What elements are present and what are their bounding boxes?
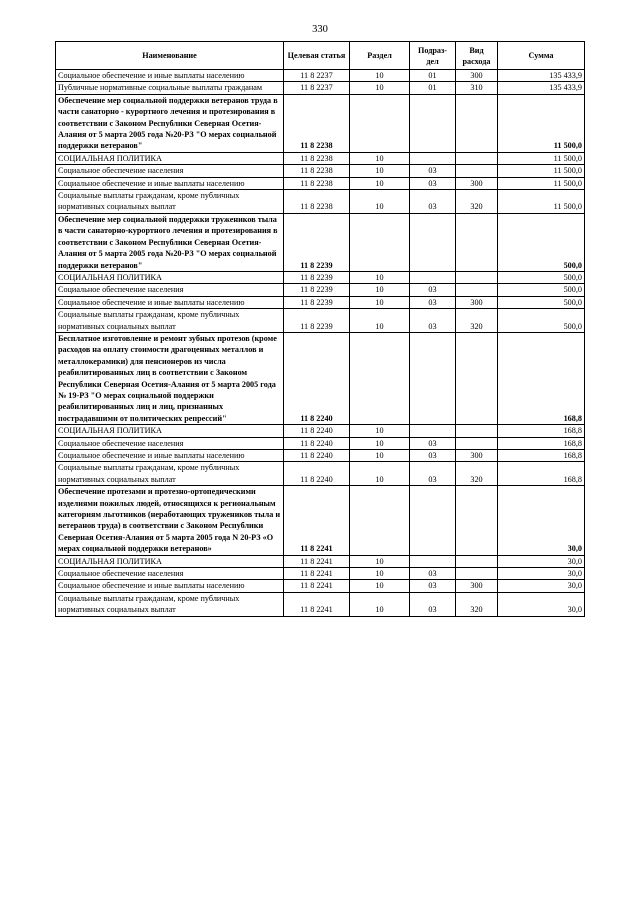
table-row <box>56 82 585 94</box>
table-row <box>56 165 585 177</box>
cell-amount: 168,8 <box>498 425 585 437</box>
cell-target: 11 8 2240 <box>284 462 350 486</box>
table-row <box>56 592 585 616</box>
cell-subsection: 03 <box>410 437 456 449</box>
cell-subsection: 03 <box>410 284 456 296</box>
table-row <box>56 152 585 164</box>
header-amount: Сумма <box>498 42 585 70</box>
cell-amount: 500,0 <box>498 271 585 283</box>
table-row <box>56 213 585 271</box>
table-row <box>56 437 585 449</box>
table-row <box>56 271 585 283</box>
cell-expense-type <box>456 284 498 296</box>
cell-section: 10 <box>350 450 410 462</box>
cell-expense-type <box>456 165 498 177</box>
cell-section <box>350 332 410 424</box>
cell-amount: 500,0 <box>498 296 585 308</box>
table-header-row <box>56 42 585 70</box>
cell-expense-type: 320 <box>456 592 498 616</box>
cell-expense-type <box>456 152 498 164</box>
cell-subsection <box>410 94 456 152</box>
cell-name: Социальное обеспечение населения <box>56 437 284 449</box>
table-row <box>56 486 585 555</box>
cell-target: 11 8 2238 <box>284 165 350 177</box>
cell-amount: 11 500,0 <box>498 152 585 164</box>
cell-target: 11 8 2240 <box>284 332 350 424</box>
table-row <box>56 296 585 308</box>
cell-target: 11 8 2237 <box>284 70 350 82</box>
cell-target: 11 8 2239 <box>284 213 350 271</box>
cell-name: Социальные выплаты гражданам, кроме публичных нормативных социальных выплат <box>56 592 284 616</box>
table-row <box>56 190 585 214</box>
cell-name: Социальное обеспечение населения <box>56 165 284 177</box>
cell-expense-type: 300 <box>456 70 498 82</box>
cell-amount: 500,0 <box>498 284 585 296</box>
table-row <box>56 555 585 567</box>
cell-target: 11 8 2239 <box>284 309 350 333</box>
cell-name: Бесплатное изготовление и ремонт зубных протезов (кроме расходов на оплату стоимости драгоценных металлов и металлокерамики) для пенсионеров из числа реабилитированных лиц в соответствии с Законом Республики Северная Осетия-Алания от 5 марта 2005 года № 19-РЗ "О мерах социальной поддержки реабилитированных лиц и лиц, признанных пострадавшими от политических репрессий" <box>56 332 284 424</box>
cell-section: 10 <box>350 309 410 333</box>
table-row <box>56 177 585 189</box>
cell-name: СОЦИАЛЬНАЯ ПОЛИТИКА <box>56 271 284 283</box>
cell-section: 10 <box>350 152 410 164</box>
cell-subsection: 03 <box>410 165 456 177</box>
cell-expense-type <box>456 555 498 567</box>
cell-expense-type: 320 <box>456 190 498 214</box>
cell-expense-type <box>456 271 498 283</box>
table-row <box>56 425 585 437</box>
cell-name: Публичные нормативные социальные выплаты гражданам <box>56 82 284 94</box>
cell-name: Социальные выплаты гражданам, кроме публичных нормативных социальных выплат <box>56 309 284 333</box>
cell-section: 10 <box>350 271 410 283</box>
cell-target: 11 8 2240 <box>284 425 350 437</box>
cell-target: 11 8 2241 <box>284 592 350 616</box>
cell-name: Социальное обеспечение и иные выплаты населению <box>56 296 284 308</box>
cell-target: 11 8 2239 <box>284 296 350 308</box>
cell-amount: 168,8 <box>498 437 585 449</box>
header-expense-type: Вид расхода <box>456 42 498 70</box>
cell-name: СОЦИАЛЬНАЯ ПОЛИТИКА <box>56 425 284 437</box>
table-row <box>56 580 585 592</box>
cell-amount: 168,8 <box>498 462 585 486</box>
cell-subsection: 01 <box>410 82 456 94</box>
cell-section: 10 <box>350 437 410 449</box>
table-row <box>56 462 585 486</box>
cell-target: 11 8 2238 <box>284 177 350 189</box>
cell-section: 10 <box>350 580 410 592</box>
cell-subsection <box>410 152 456 164</box>
cell-section: 10 <box>350 70 410 82</box>
cell-expense-type <box>456 486 498 555</box>
table-row <box>56 70 585 82</box>
cell-section: 10 <box>350 555 410 567</box>
cell-section: 10 <box>350 177 410 189</box>
cell-amount: 11 500,0 <box>498 165 585 177</box>
cell-name: Обеспечение протезами и протезно-ортопедическими изделиями пожилых людей, относящихся к региональным категориям льготников (неработающих тружеников тыла и ветеранов труда) в соответствии с Законом Республики Северная Осетия-Алания от 5 марта 2005 года N 20-РЗ «О мерах социальной поддержки ветеранов» <box>56 486 284 555</box>
cell-target: 11 8 2241 <box>284 580 350 592</box>
cell-target: 11 8 2241 <box>284 555 350 567</box>
cell-expense-type: 320 <box>456 462 498 486</box>
cell-expense-type: 300 <box>456 296 498 308</box>
cell-amount: 135 433,9 <box>498 70 585 82</box>
cell-name: Социальное обеспечение населения <box>56 568 284 580</box>
cell-subsection <box>410 213 456 271</box>
cell-expense-type: 300 <box>456 177 498 189</box>
cell-name: Социальное обеспечение населения <box>56 284 284 296</box>
cell-subsection <box>410 271 456 283</box>
cell-name: Обеспечение мер социальной поддержки ветеранов труда в части санаторно - курортного лечения и протезирования в соответствии с Законом Республики Северная Осетия-Алания от 5 марта 2005 года №20-РЗ "О мерах социальной поддержки ветеранов" <box>56 94 284 152</box>
cell-expense-type: 310 <box>456 82 498 94</box>
cell-amount: 30,0 <box>498 580 585 592</box>
table-row <box>56 450 585 462</box>
cell-expense-type <box>456 213 498 271</box>
cell-amount: 500,0 <box>498 213 585 271</box>
cell-expense-type <box>456 425 498 437</box>
header-section: Раздел <box>350 42 410 70</box>
cell-subsection: 03 <box>410 462 456 486</box>
cell-section <box>350 94 410 152</box>
cell-subsection: 03 <box>410 568 456 580</box>
cell-section <box>350 213 410 271</box>
cell-expense-type <box>456 332 498 424</box>
cell-target: 11 8 2241 <box>284 486 350 555</box>
page-number: 330 <box>312 24 328 35</box>
header-subsection: Подраз-дел <box>410 42 456 70</box>
cell-name: Социальные выплаты гражданам, кроме публичных нормативных социальных выплат <box>56 462 284 486</box>
cell-amount: 11 500,0 <box>498 190 585 214</box>
cell-name: СОЦИАЛЬНАЯ ПОЛИТИКА <box>56 152 284 164</box>
table-body <box>56 70 585 617</box>
header-name: Наименование <box>56 42 284 70</box>
cell-name: Социальное обеспечение и иные выплаты населению <box>56 177 284 189</box>
cell-section: 10 <box>350 592 410 616</box>
cell-expense-type <box>456 437 498 449</box>
cell-subsection: 03 <box>410 592 456 616</box>
cell-amount: 168,8 <box>498 450 585 462</box>
cell-section: 10 <box>350 284 410 296</box>
cell-target: 11 8 2241 <box>284 568 350 580</box>
cell-target: 11 8 2237 <box>284 82 350 94</box>
cell-amount: 500,0 <box>498 309 585 333</box>
cell-amount: 11 500,0 <box>498 94 585 152</box>
cell-section: 10 <box>350 190 410 214</box>
cell-target: 11 8 2239 <box>284 284 350 296</box>
cell-subsection: 03 <box>410 190 456 214</box>
cell-amount: 30,0 <box>498 555 585 567</box>
cell-section: 10 <box>350 568 410 580</box>
cell-amount: 11 500,0 <box>498 177 585 189</box>
table-row <box>56 332 585 424</box>
cell-section: 10 <box>350 425 410 437</box>
cell-expense-type: 320 <box>456 309 498 333</box>
cell-subsection: 03 <box>410 580 456 592</box>
cell-target: 11 8 2239 <box>284 271 350 283</box>
table-row <box>56 94 585 152</box>
table-row <box>56 309 585 333</box>
cell-target: 11 8 2238 <box>284 94 350 152</box>
cell-name: Социальное обеспечение и иные выплаты населению <box>56 450 284 462</box>
cell-subsection <box>410 332 456 424</box>
header-target: Целевая статья <box>284 42 350 70</box>
cell-name: СОЦИАЛЬНАЯ ПОЛИТИКА <box>56 555 284 567</box>
cell-section: 10 <box>350 462 410 486</box>
budget-table <box>55 41 585 617</box>
cell-subsection: 03 <box>410 296 456 308</box>
cell-expense-type: 300 <box>456 450 498 462</box>
cell-section: 10 <box>350 82 410 94</box>
cell-expense-type <box>456 568 498 580</box>
cell-subsection <box>410 555 456 567</box>
cell-amount: 168,8 <box>498 332 585 424</box>
cell-subsection: 03 <box>410 309 456 333</box>
cell-subsection: 03 <box>410 450 456 462</box>
cell-expense-type: 300 <box>456 580 498 592</box>
cell-subsection: 03 <box>410 177 456 189</box>
cell-name: Социальное обеспечение и иные выплаты населению <box>56 70 284 82</box>
cell-amount: 30,0 <box>498 568 585 580</box>
cell-target: 11 8 2240 <box>284 450 350 462</box>
cell-amount: 30,0 <box>498 592 585 616</box>
cell-amount: 135 433,9 <box>498 82 585 94</box>
cell-section: 10 <box>350 165 410 177</box>
cell-subsection <box>410 425 456 437</box>
cell-target: 11 8 2238 <box>284 152 350 164</box>
cell-section: 10 <box>350 296 410 308</box>
cell-subsection: 01 <box>410 70 456 82</box>
cell-name: Социальное обеспечение и иные выплаты населению <box>56 580 284 592</box>
cell-target: 11 8 2240 <box>284 437 350 449</box>
cell-expense-type <box>456 94 498 152</box>
cell-amount: 30,0 <box>498 486 585 555</box>
cell-name: Обеспечение мер социальной поддержки тружеников тыла в части санаторно-курортного лечения и протезирования в соответствии с Законом Республики Северная Осетия-Алания от 5 марта 2005 года №20-РЗ "О мерах социальной поддержки ветеранов" <box>56 213 284 271</box>
cell-target: 11 8 2238 <box>284 190 350 214</box>
cell-name: Социальные выплаты гражданам, кроме публичных нормативных социальных выплат <box>56 190 284 214</box>
table-row <box>56 284 585 296</box>
cell-subsection <box>410 486 456 555</box>
cell-section <box>350 486 410 555</box>
table-row <box>56 568 585 580</box>
